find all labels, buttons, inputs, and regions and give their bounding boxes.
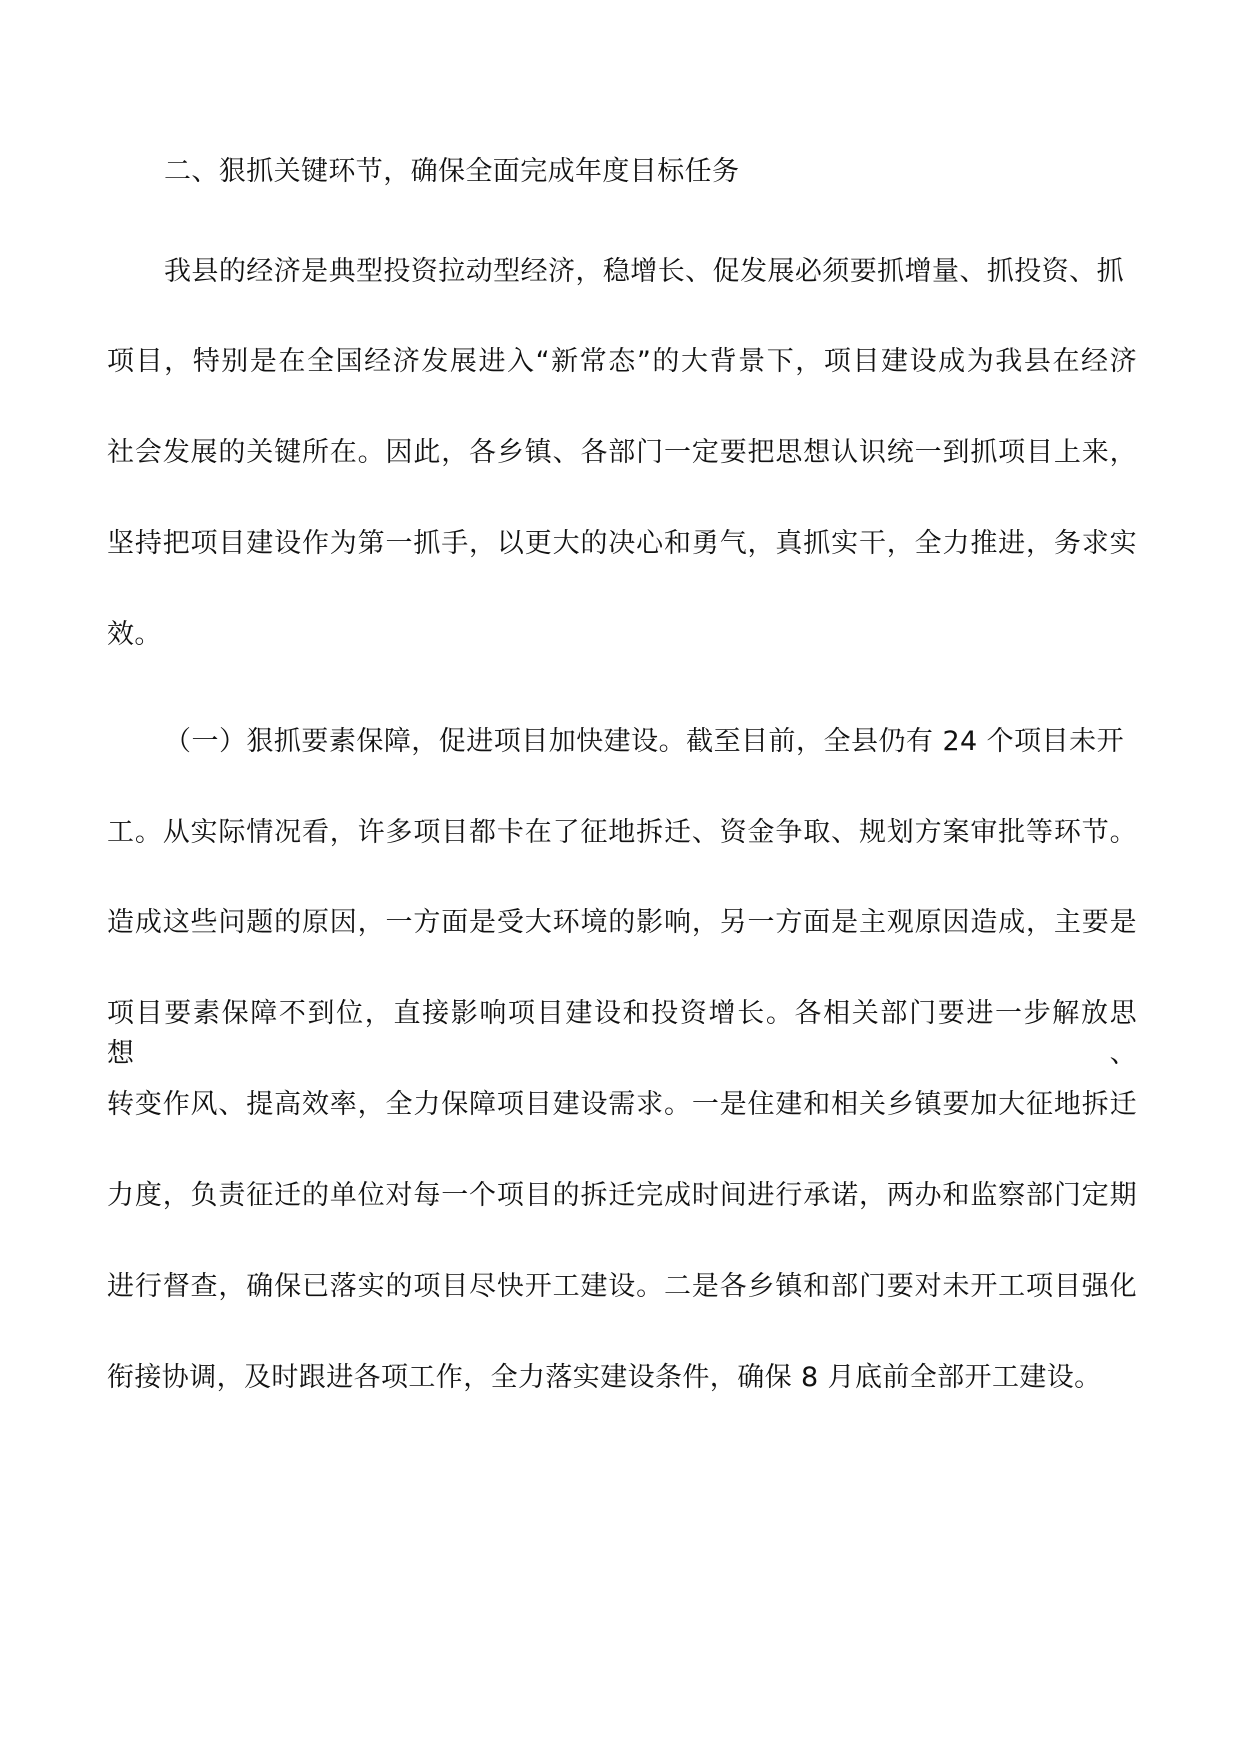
paragraph-line: 衔接协调，及时跟进各项工作，全力落实建设条件，确保 8 月底前全部开工建设。 — [107, 1362, 1102, 1393]
paragraph-line: 效。 — [107, 619, 162, 650]
paragraph-line: 进行督查，确保已落实的项目尽快开工建设。二是各乡镇和部门要对未开工项目强化 — [107, 1271, 1137, 1302]
paragraph-line: 工。从实际情况看，许多项目都卡在了征地拆迁、资金争取、规划方案审批等环节。 — [107, 817, 1137, 848]
paragraph-line: 坚持把项目建设作为第一抓手，以更大的决心和勇气，真抓实干，全力推进，务求实 — [107, 528, 1137, 559]
paragraph-line: 项目要素保障不到位，直接影响项目建设和投资增长。各相关部门要进一步解放思想、 — [107, 998, 1137, 1069]
section-heading: 二、狠抓关键环节，确保全面完成年度目标任务 — [164, 156, 740, 187]
paragraph-line: 项目，特别是在全国经济发展进入“新常态”的大背景下，项目建设成为我县在经济 — [107, 346, 1137, 377]
paragraph-line: 造成这些问题的原因，一方面是受大环境的影响，另一方面是主观原因造成，主要是 — [107, 907, 1137, 938]
paragraph-line: 我县的经济是典型投资拉动型经济，稳增长、促发展必须要抓增量、抓投资、抓 — [164, 256, 1124, 287]
paragraph-line: 社会发展的关键所在。因此，各乡镇、各部门一定要把思想认识统一到抓项目上来， — [107, 437, 1137, 468]
paragraph-line: 力度，负责征迁的单位对每一个项目的拆迁完成时间进行承诺，两办和监察部门定期 — [107, 1180, 1137, 1211]
paragraph-line: 转变作风、提高效率，全力保障项目建设需求。一是住建和相关乡镇要加大征地拆迁 — [107, 1089, 1137, 1120]
paragraph-line: （一）狠抓要素保障，促进项目加快建设。截至目前，全县仍有 24 个项目未开 — [164, 726, 1124, 757]
